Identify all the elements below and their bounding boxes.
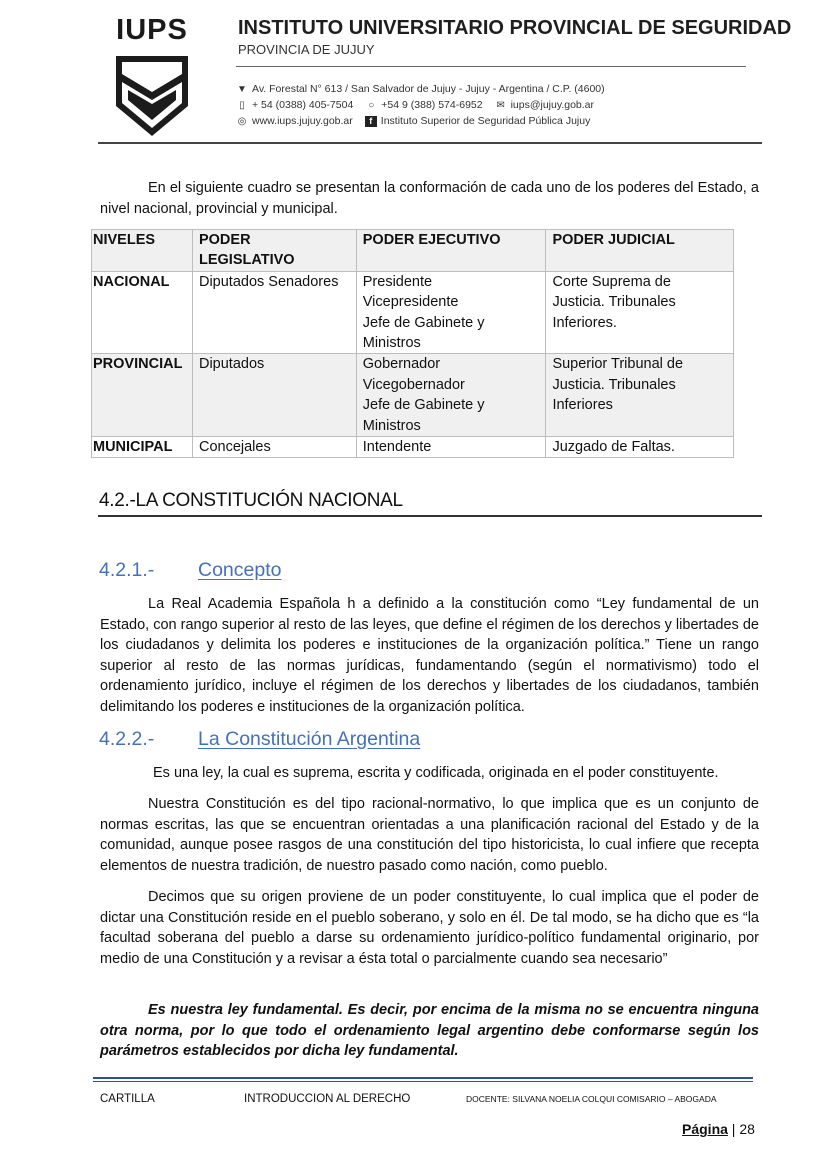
section-title: 4.2.-LA CONSTITUCIÓN NACIONAL bbox=[99, 490, 403, 511]
judicial-cell bbox=[546, 354, 734, 437]
executive-line: Intendente bbox=[362, 439, 432, 456]
executive-line: Gobernador bbox=[362, 356, 441, 373]
executive-line: Jefe de Gabinete y bbox=[362, 397, 485, 414]
executive-cell bbox=[356, 354, 546, 437]
table-row bbox=[92, 437, 734, 458]
legislative-cell: Concejales bbox=[192, 437, 356, 458]
level-cell: PROVINCIAL bbox=[92, 354, 193, 437]
argentina-paragraph-2: Nuestra Constitución es del tipo racional-normativo, lo que implica que es un conjunto de normas escritas, las que se encuentran orientadas a una planificación racional del Estado y de la comunidad, aunque posee rasgos de una constitución del tipo historicista, lo cual infiere que recepta elementos de nuestra tradición, de nuestro pasado como nación, como pueblo. bbox=[100, 796, 759, 874]
argentina-paragraph-4: Es nuestra ley fundamental. Es decir, por encima de la misma no se encuentra ninguna otra norma, por lo que todo el ordenamiento legal argentino debe conformarse según los parámetros establecidos por dicha ley fundamental. bbox=[100, 1002, 759, 1059]
table-header-cell: PODER JUDICIAL bbox=[546, 230, 734, 272]
phone-text: + 54 (0388) 405-7504 bbox=[252, 99, 354, 111]
level-cell: NACIONAL bbox=[92, 271, 193, 354]
table-row bbox=[92, 271, 734, 354]
executive-cell bbox=[356, 271, 546, 354]
intro-paragraph: En el siguiente cuadro se presentan la conformación de cada uno de los poderes del Estado, a nivel nacional, provincial y municipal. bbox=[100, 180, 759, 217]
subsection-number: 4.2.1.- bbox=[99, 559, 155, 581]
iups-logo bbox=[112, 14, 192, 138]
header-divider bbox=[236, 66, 746, 67]
judicial-line: Justicia. Tribunales bbox=[552, 294, 676, 311]
web-line bbox=[236, 115, 590, 127]
level-cell: MUNICIPAL bbox=[92, 437, 193, 458]
judicial-cell bbox=[546, 437, 734, 458]
judicial-line: Justicia. Tribunales bbox=[552, 376, 676, 393]
executive-line: Ministros bbox=[362, 335, 421, 352]
judicial-line: Superior Tribunal de bbox=[552, 356, 684, 373]
powers-table bbox=[91, 229, 734, 458]
judicial-line: Inferiores. bbox=[552, 314, 617, 331]
legislative-cell: Diputados Senadores bbox=[192, 271, 356, 354]
website-link[interactable]: www.iups.jujuy.gob.ar bbox=[252, 115, 353, 127]
executive-line: Vicepresidente bbox=[362, 294, 459, 311]
legislative-cell: Diputados bbox=[192, 354, 356, 437]
subsection-title: La Constitución Argentina bbox=[198, 728, 421, 750]
page-number bbox=[682, 1121, 755, 1137]
section-title-rule bbox=[98, 515, 762, 517]
footer-rule-thin bbox=[93, 1081, 753, 1082]
judicial-line: Corte Suprema de bbox=[552, 273, 671, 290]
subsection-heading-constitucion-argentina bbox=[99, 728, 420, 751]
footer-rule bbox=[93, 1077, 753, 1079]
table-header-cell: PODER EJECUTIVO bbox=[356, 230, 546, 272]
whatsapp-icon: ○ bbox=[368, 99, 375, 111]
argentina-paragraph-3: Decimos que su origen proviene de un poder constituyente, lo cual implica que el poder de dictar una Constitución reside en el pueblo soberano, y solo en él. De tal modo, se ha dicho que es “la facultad soberana del pueblo a darse su ordenamiento jurídico-político fundamental originario, por medio de una Constitución y a revisar a ésta total o parcialmente cuando sea necesario” bbox=[100, 889, 759, 967]
executive-line: Jefe de Gabinete y bbox=[362, 314, 485, 331]
subsection-heading-concepto bbox=[99, 559, 281, 582]
executive-line: Presidente bbox=[362, 273, 433, 290]
mobile-phone-icon: ▯ bbox=[239, 99, 245, 111]
email-link[interactable]: iups@jujuy.gob.ar bbox=[510, 99, 595, 111]
province-name: PROVINCIA DE JUJUY bbox=[238, 42, 375, 57]
executive-line: Ministros bbox=[362, 417, 421, 434]
page-number-value: 28 bbox=[739, 1121, 755, 1137]
table-header-row bbox=[92, 230, 734, 272]
address-text: Av. Forestal N° 613 / San Salvador de Jujuy - Jujuy - Argentina / C.P. (4600) bbox=[252, 83, 605, 95]
shield-emblem-icon bbox=[114, 54, 190, 138]
judicial-cell bbox=[546, 271, 734, 354]
whatsapp-text: +54 9 (388) 574-6952 bbox=[381, 99, 483, 111]
location-pin-icon: ▼ bbox=[237, 83, 247, 95]
table-header-cell: PODER LEGISLATIVO bbox=[192, 230, 356, 272]
page-label: Página bbox=[682, 1121, 728, 1137]
phone-line bbox=[236, 99, 594, 111]
table-row bbox=[92, 354, 734, 437]
table-header-cell: NIVELES bbox=[92, 230, 193, 272]
footer-center: INTRODUCCION AL DERECHO bbox=[244, 1093, 411, 1105]
address-line bbox=[236, 83, 605, 95]
footer-right: DOCENTE: SILVANA NOELIA COLQUI COMISARIO – ABOGADA bbox=[466, 1094, 717, 1104]
judicial-line: Juzgado de Faltas. bbox=[552, 439, 675, 456]
facebook-text[interactable]: Instituto Superior de Seguridad Pública Jujuy bbox=[380, 115, 591, 127]
subsection-title: Concepto bbox=[198, 559, 282, 581]
executive-line: Vicegobernador bbox=[362, 376, 465, 393]
footer-left: CARTILLA bbox=[100, 1093, 155, 1105]
globe-icon: ◎ bbox=[237, 115, 247, 127]
header-bottom-rule bbox=[98, 142, 762, 144]
subsection-number: 4.2.2.- bbox=[99, 728, 155, 750]
logo-text: IUPS bbox=[116, 14, 188, 46]
institution-name: INSTITUTO UNIVERSITARIO PROVINCIAL DE SEGURIDAD bbox=[238, 17, 792, 39]
email-icon: ✉ bbox=[496, 99, 505, 111]
argentina-paragraph-1: Es una ley, la cual es suprema, escrita y codificada, originada en el poder constituyente. bbox=[153, 765, 719, 781]
executive-cell bbox=[356, 437, 546, 458]
concepto-paragraph: La Real Academia Española h a definido a la constitución como “Ley fundamental de un Estado, con rango superior al resto de las leyes, que define el régimen de los derechos y libertades de los ciudadanos y delimita los poderes e instituciones de la organización política.” Tiene un rango superior al resto de las normas jurídicas, fundamentando (según el normativismo) todo el ordenamiento jurídico, incluye el régimen de los derechos y libertades de los ciudadanos, también delimitando los poderes e instituciones de la organización política. bbox=[100, 596, 759, 715]
page-separator: | bbox=[731, 1121, 736, 1137]
facebook-icon: f bbox=[365, 116, 377, 127]
judicial-line: Inferiores bbox=[552, 397, 613, 414]
